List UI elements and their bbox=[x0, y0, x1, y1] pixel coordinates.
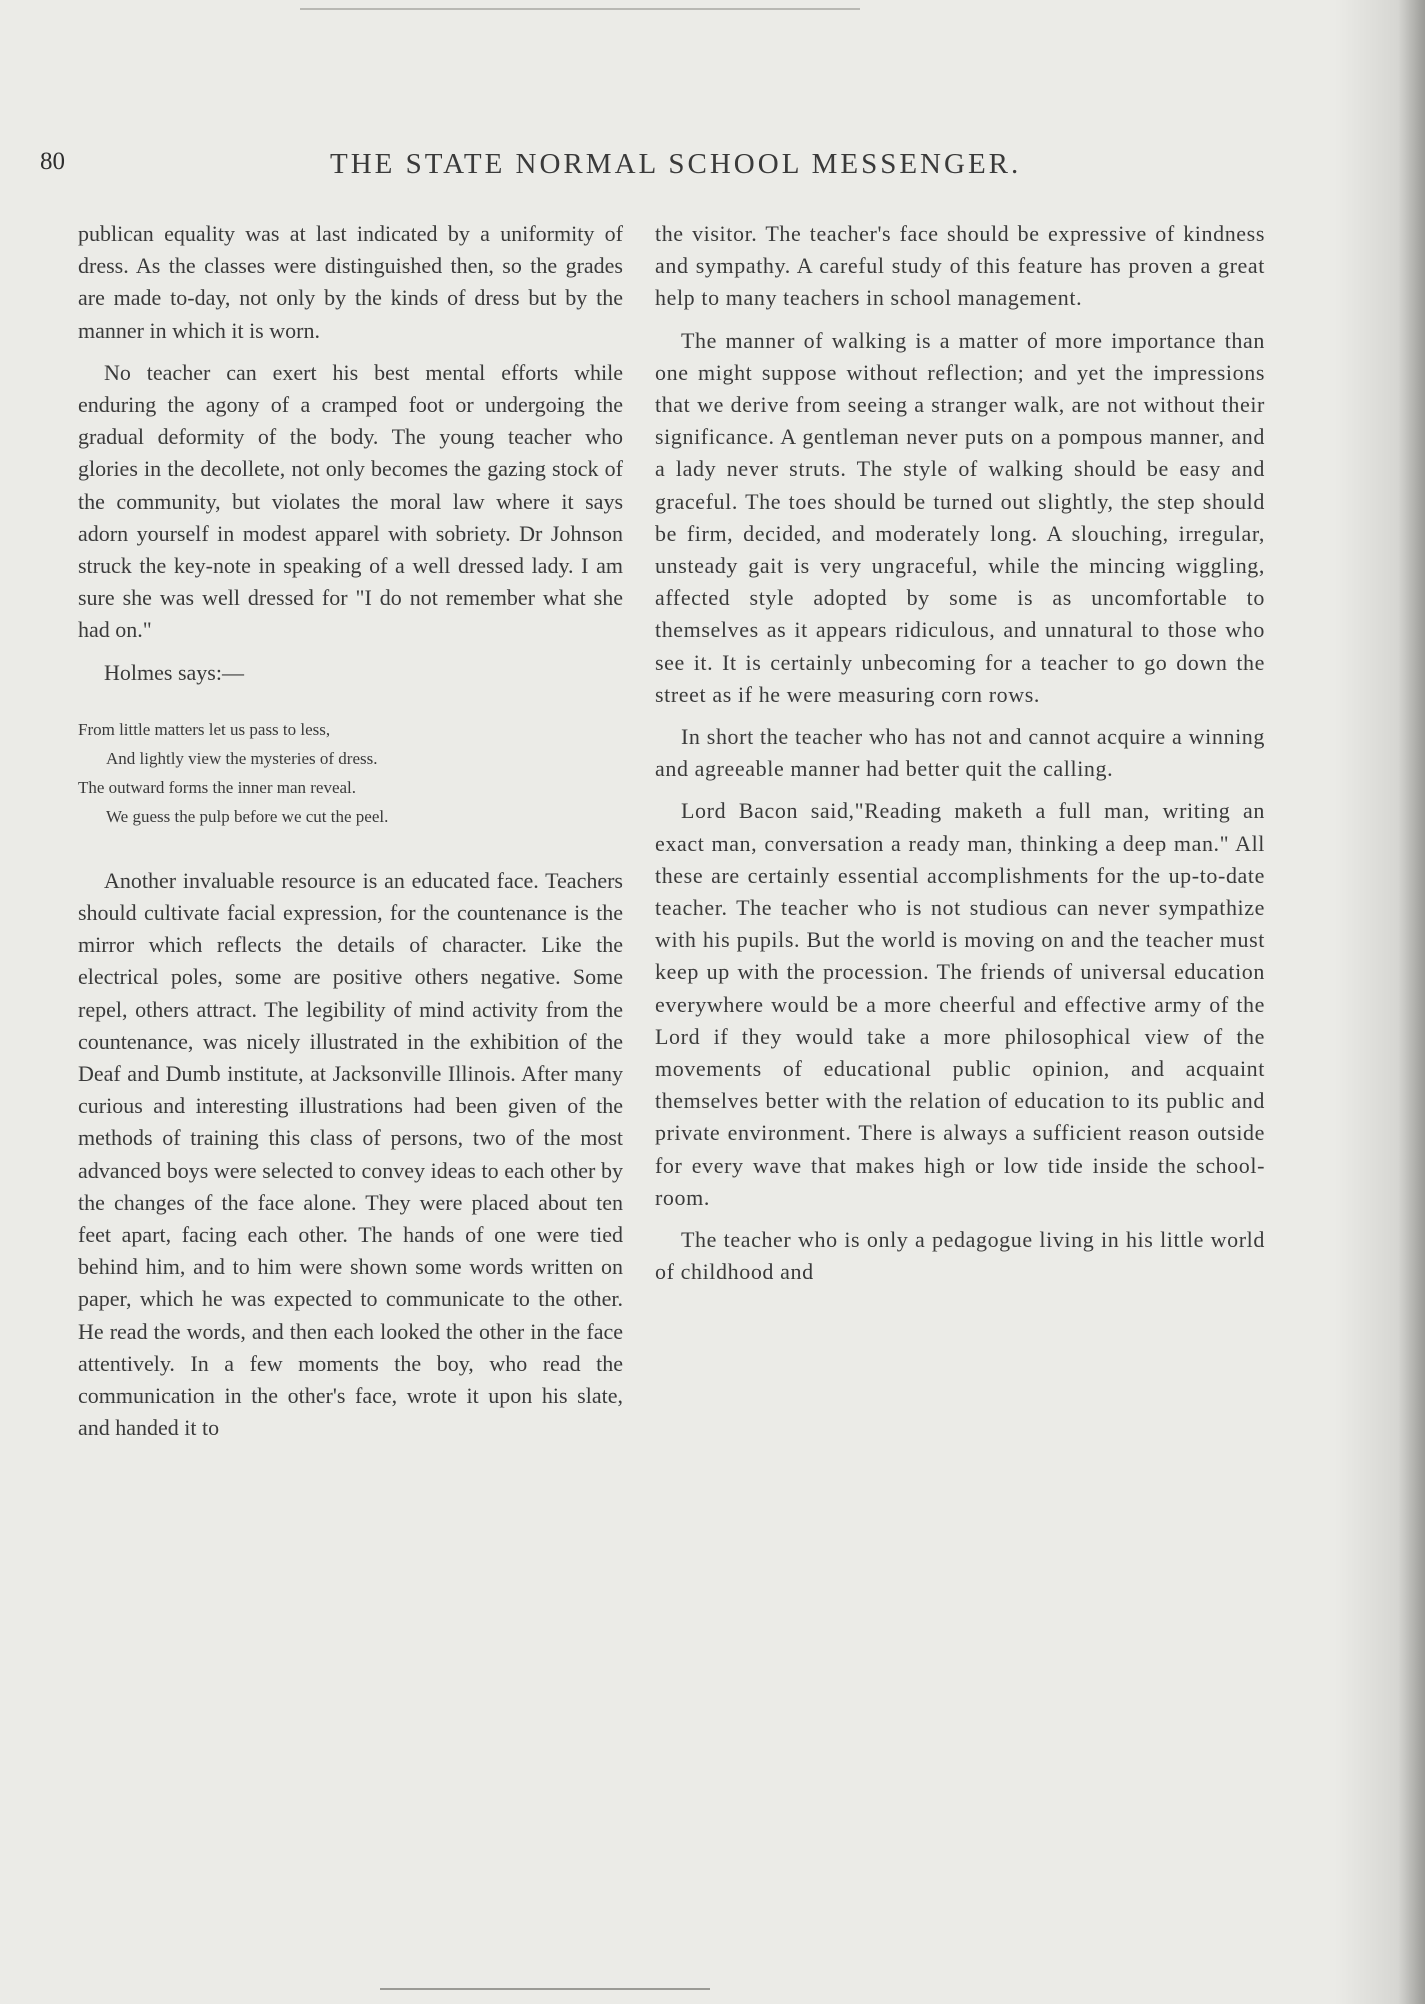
paragraph: the visitor. The teacher's face should be expressive of kindness and sympathy. A careful study of this feature has proven a great help to many teachers in school management. bbox=[655, 221, 1265, 311]
running-title: THE STATE NORMAL SCHOOL MESSENGER. bbox=[330, 148, 1022, 180]
paragraph: Lord Bacon said,"Reading maketh a full man, writing an exact man, conversation a ready man, thinking a deep man." All these are certainly essential accomplishments for the up-to-date teacher. The teacher who is not studious can never sympathize with his pupils. But the world is moving on and the teacher must keep up with the procession. The friends of universal education everywhere would be a more cheerful and effective army of the Lord if they would take a more philosophical view of the movements of educational public opinion, and acquaint themselves better with the relation of education to its public and private environment. There is always a sufficient reason outside for every wave that makes high or low tide inside the school-room. bbox=[655, 798, 1265, 1210]
top-rule bbox=[300, 8, 860, 10]
paragraph: Holmes says:— bbox=[104, 659, 244, 685]
left-column bbox=[78, 218, 623, 1455]
poem-line: The outward forms the inner man reveal. bbox=[78, 777, 357, 797]
paragraph: publican equality was at last indicated by a uniformity of dress. As the classes were distinguished then, so the grades are made to-day, not only by the kinds of dress but by the manner in which it is worn. bbox=[78, 221, 623, 343]
poem-quotation bbox=[78, 715, 623, 831]
paragraph: Another invaluable resource is an educated face. Teachers should cultivate facial expression, for the countenance is the mirror which reflects the details of character. Like the electrical poles, some are positive others negative. Some repel, others attract. The legibility of mind activity from the countenance, was nicely illustrated in the exhibition of the Deaf and Dumb institute, at Jacksonville Illinois. After many curious and interesting illustrations had been given of the methods of training this class of persons, two of the most advanced boys were selected to convey ideas to each other by the changes of the face alone. They were placed about ten feet apart, facing each other. The hands of one were tied behind him, and to him were shown some words written on paper, which he was expected to communicate to the other. He read the words, and then each looked the other in the face attentively. In a few moments the boy, who read the communication in the other's face, wrote it upon his slate, and handed it to bbox=[78, 867, 623, 1441]
poem-line: From little matters let us pass to less, bbox=[78, 719, 331, 739]
bottom-rule bbox=[380, 1988, 710, 1990]
paragraph: In short the teacher who has not and cannot acquire a winning and agreeable manner had better quit the calling. bbox=[655, 724, 1265, 782]
page-edge-shadow bbox=[1335, 0, 1425, 2004]
poem-line: And lightly view the mysteries of dress. bbox=[106, 748, 378, 768]
page-header bbox=[40, 148, 1100, 188]
paragraph: No teacher can exert his best mental efforts while enduring the agony of a cramped foot or undergoing the gradual deformity of the body. The young teacher who glories in the decollete, not only becomes the gazing stock of the community, but violates the moral law where it says adorn yourself in modest apparel with sobriety. Dr Johnson struck the key-note in speaking of a well dressed lady. I am sure she was well dressed for "I do not remember what she had on." bbox=[78, 359, 623, 643]
page-number: 80 bbox=[40, 148, 65, 175]
right-column bbox=[655, 218, 1265, 1299]
poem-line: We guess the pulp before we cut the peel. bbox=[106, 806, 389, 826]
paragraph: The teacher who is only a pedagogue living in his little world of childhood and bbox=[655, 1227, 1265, 1285]
paragraph: The manner of walking is a matter of more importance than one might suppose without reflection; and yet the impressions that we derive from seeing a stranger walk, are not without their significance. A gentleman never puts on a pompous manner, and a lady never struts. The style of walking should be easy and graceful. The toes should be turned out slightly, the step should be firm, decided, and moderately long. A slouching, irregular, unsteady gait is very ungraceful, while the mincing wiggling, affected style adopted by some is as uncomfortable to themselves as it appears ridiculous, and unnatural to those who see it. It is certainly unbecoming for a teacher to go down the street as if he were measuring corn rows. bbox=[655, 327, 1265, 707]
